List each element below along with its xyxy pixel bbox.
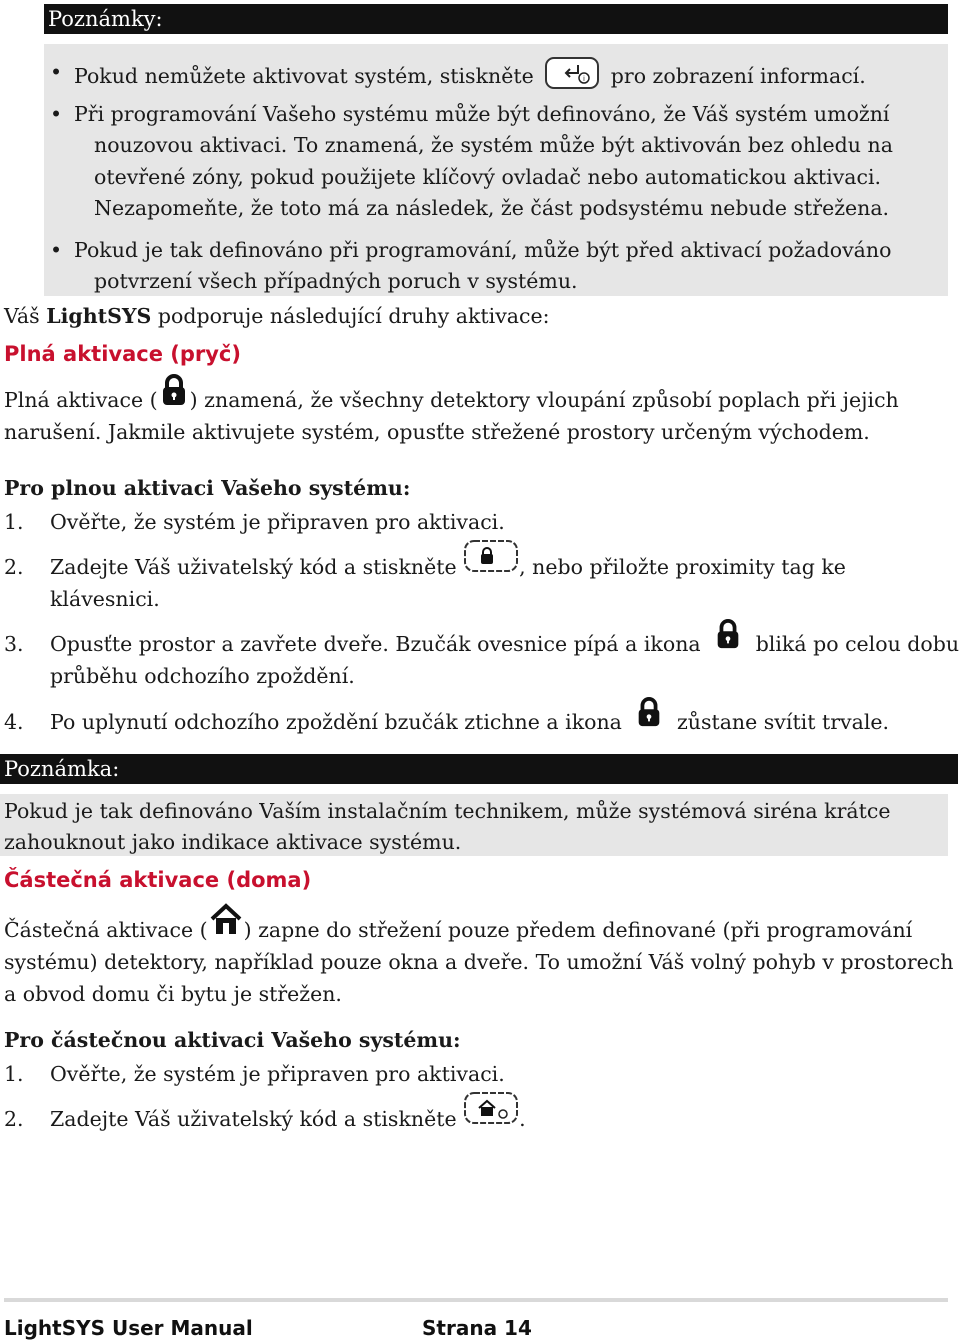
note-bullet-2-line-1: • Při programování Vašeho systému může být definováno, že Váš systém umožní bbox=[74, 98, 889, 130]
full-step-3-num: 3. bbox=[4, 632, 24, 656]
note-bullet-2-line-3: otevřené zóny, pokud použijete klíčový ovladač nebo automatickou aktivaci. bbox=[94, 165, 882, 189]
footer-manual-title: LightSYS User Manual bbox=[4, 1316, 253, 1340]
full-arm-steps-title: Pro plnou aktivaci Vašeho systému: bbox=[4, 476, 411, 500]
full-arm-para-line-2: narušení. Jakmile aktivujete systém, opusťte střežené prostory určeným východem. bbox=[4, 420, 870, 444]
full-arm-para-line-1: Plná aktivace ( ) znamená, že všechny detektory vloupání způsobí poplach při jejich bbox=[4, 384, 899, 416]
footer-page-number: Strana 14 bbox=[422, 1316, 532, 1340]
stay-key-icon bbox=[463, 1090, 519, 1135]
home-icon bbox=[208, 901, 244, 946]
note-bullet-3-line-1: • Pokud je tak definováno při programování, může být před aktivací požadováno bbox=[74, 234, 891, 266]
full-step-2-line-2: klávesnici. bbox=[50, 587, 160, 611]
note-title-bar bbox=[0, 754, 958, 784]
full-step-3-line-1: Opusťte prostor a zavřete dveře. Bzučák ovesnice pípá a ikona bliká po celou dobu bbox=[50, 628, 959, 660]
full-step-4-line-1: Po uplynutí odchozího zpoždění bzučák ztichne a ikona zůstane svítit trvale. bbox=[50, 706, 889, 738]
lock-icon bbox=[158, 373, 190, 416]
note-bullet-3-line-2: potvrzení všech případných poruch v systému. bbox=[94, 269, 578, 293]
note-title: Poznámka: bbox=[4, 757, 120, 781]
full-step-2-line-1: Zadejte Váš uživatelský kód a stiskněte , nebo přiložte proximity tag ke bbox=[50, 551, 846, 583]
svg-text:i: i bbox=[583, 75, 586, 83]
full-step-1-num: 1. bbox=[4, 510, 24, 534]
info-key-icon bbox=[544, 56, 600, 99]
partial-arm-para-line-2: systému) detektory, například pouze okna a dveře. To umožní Váš volný pohyb v prostorech bbox=[4, 950, 954, 974]
brand-name: LightSYS bbox=[46, 304, 152, 328]
partial-step-1-num: 1. bbox=[4, 1062, 24, 1086]
notes-title: Poznámky: bbox=[48, 7, 163, 31]
full-step-2-num: 2. bbox=[4, 555, 24, 579]
footer-divider bbox=[4, 1298, 948, 1302]
notes-title-bar bbox=[44, 4, 948, 34]
lock-icon bbox=[713, 617, 743, 660]
intro-line: Váš LightSYS podporuje následující druhy aktivace: bbox=[4, 304, 550, 328]
partial-arm-para-line-3: a obvod domu či bytu je střežen. bbox=[4, 982, 342, 1006]
partial-arm-heading: Částečná aktivace (doma) bbox=[4, 868, 312, 892]
note-bullet-2-line-4: Nezapomeňte, že toto má za následek, že část podsystému nebude střežena. bbox=[94, 196, 890, 220]
partial-arm-steps-title: Pro částečnou aktivaci Vašeho systému: bbox=[4, 1028, 461, 1052]
full-step-1-text: Ověřte, že systém je připraven pro aktivaci. bbox=[50, 510, 505, 534]
partial-arm-para-line-1: Částečná aktivace ( ) zapne do střežení pouze předem definované (při programování bbox=[4, 914, 912, 946]
partial-step-1-text: Ověřte, že systém je připraven pro aktivaci. bbox=[50, 1062, 505, 1086]
lock-icon bbox=[634, 695, 664, 738]
away-key-icon bbox=[463, 538, 519, 583]
note-line-2: zahouknout jako indikace aktivace systému. bbox=[4, 830, 462, 854]
partial-step-2-line-1: Zadejte Váš uživatelský kód a stiskněte . bbox=[50, 1103, 526, 1135]
full-step-3-line-2: průběhu odchozího zpoždění. bbox=[50, 664, 355, 688]
full-step-4-num: 4. bbox=[4, 710, 24, 734]
partial-step-2-num: 2. bbox=[4, 1107, 24, 1131]
note-line-1: Pokud je tak definováno Vaším instalačním technikem, může systémová siréna krátce bbox=[4, 799, 891, 823]
note-bullet-1: • Pokud nemůžete aktivovat systém, stiskněte i pro zobrazení informací. bbox=[74, 56, 866, 99]
full-arm-heading: Plná aktivace (pryč) bbox=[4, 342, 241, 366]
note-bullet-2-line-2: nouzovou aktivaci. To znamená, že systém může být aktivován bez ohledu na bbox=[94, 133, 893, 157]
